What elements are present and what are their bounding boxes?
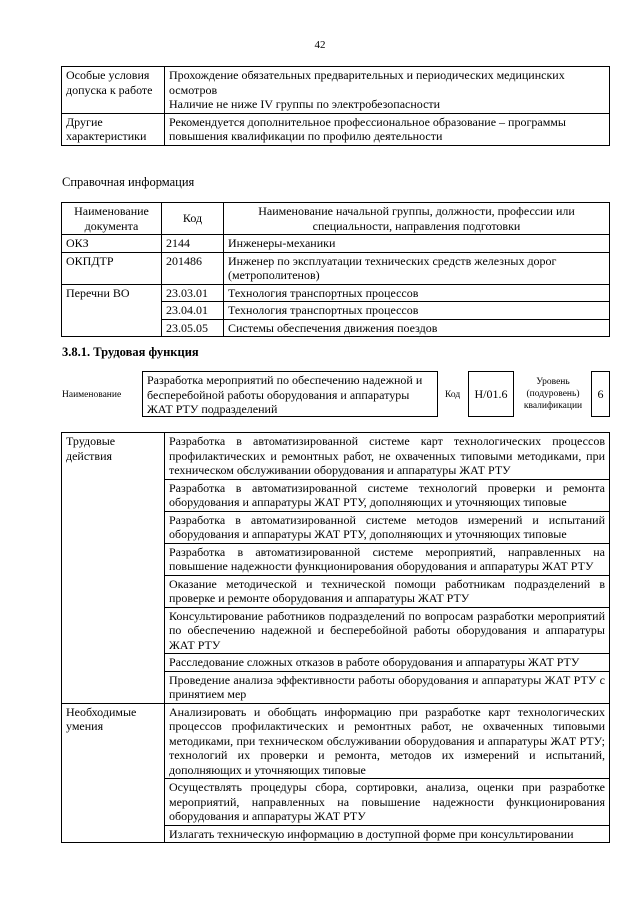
function-name-box: Разработка мероприятий по обеспечению надежной и бесперебойной работы оборудования и аппаратуры ЖАТ РТУ подразделений [142, 371, 438, 417]
table-row [62, 284, 610, 302]
cell-doc: Перечни ВО [62, 284, 162, 337]
table-row [62, 703, 610, 779]
page-number: 42 [314, 39, 326, 51]
row-line: Прохождение обязательных предварительных и периодических медицинских осмотров [169, 68, 565, 97]
ref-table [61, 202, 610, 337]
top-table [61, 66, 610, 146]
action-item: Расследование сложных отказов в работе оборудования и аппаратуры ЖАТ РТУ [165, 654, 610, 672]
skill-item: Излагать техническую информацию в доступной форме при консультировании [165, 825, 610, 843]
function-code-box: H/01.6 [468, 371, 514, 417]
cell-code: 201486 [162, 252, 224, 284]
cell-code: 2144 [162, 235, 224, 253]
row-label: Особые условия допуска к работе [62, 67, 165, 114]
action-item: Проведение анализа эффективности работы оборудования и аппаратуры ЖАТ РТУ с принятием мер [165, 671, 610, 703]
cell-name: Технология транспортных процессов [224, 284, 610, 302]
ref-title: Справочная информация [62, 175, 195, 189]
cell-code: 23.03.01 [162, 284, 224, 302]
cell-code: 23.05.05 [162, 319, 224, 337]
section-heading: 3.8.1. Трудовая функция [62, 345, 199, 359]
table-row [62, 67, 610, 114]
action-item: Разработка в автоматизированной системе методов измерений и испытаний оборудования и аппаратуры ЖАТ РТУ, дополняющих и уточняющих типовые [165, 511, 610, 543]
action-item: Разработка в автоматизированной системе мероприятий, направленных на повышение надежности функционирования оборудования и аппаратуры ЖАТ РТУ [165, 543, 610, 575]
cell-code: 23.04.01 [162, 302, 224, 320]
cell-doc: ОКЗ [62, 235, 162, 253]
action-item: Разработка в автоматизированной системе технологий проверки и ремонта оборудования и аппаратуры ЖАТ РТУ, дополняющих и уточняющих типовые [165, 479, 610, 511]
table-row [62, 252, 610, 284]
table-row [62, 113, 610, 145]
cell-name: Системы обеспечения движения поездов [224, 319, 610, 337]
header-name: Наименование начальной группы, должности, профессии или специальности, направления подготовки [224, 203, 610, 235]
cell-name: Инженер по эксплуатации технических средств железных дорог (метрополитенов) [224, 252, 610, 284]
cell-name: Инженеры-механики [224, 235, 610, 253]
row-label: Другие характеристики [62, 113, 165, 145]
table-row [62, 433, 610, 480]
action-item: Оказание методической и технической помощи работникам подразделений в проверке и ремонте оборудования и аппаратуры ЖАТ РТУ [165, 575, 610, 607]
row-line: Наличие не ниже IV группы по электробезопасности [169, 97, 441, 111]
function-name-label: Наименование [62, 390, 122, 400]
header-code: Код [162, 203, 224, 235]
function-level-box: 6 [591, 371, 610, 417]
skill-item: Анализировать и обобщать информацию при разработке карт технологических процессов профилактических и ремонтных работ, не охваченных типовыми методиками, при техническом обслуживании оборудования и аппаратуры ЖАТ РТУ; технологий их проверки и ремонта, методов их измерений и испытаний, дополняющих и уточняющих типовые [165, 703, 610, 779]
row-content [165, 67, 610, 114]
actions-label: Трудовые действия [62, 433, 165, 704]
action-item: Консультирование работников подразделений по вопросам разработки мероприятий по обеспечению надежной и бесперебойной работы оборудования и аппаратуры ЖАТ РТУ [165, 607, 610, 654]
cell-name: Технология транспортных процессов [224, 302, 610, 320]
function-level-label: Уровень (подуровень) квалификации [523, 377, 583, 411]
header-doc: Наименование документа [62, 203, 162, 235]
table-row [62, 235, 610, 253]
skill-item: Осуществлять процедуры сбора, сортировки, анализа, оценки при разработке мероприятий, направленных на повышение надежности функционирования оборудования и аппаратуры ЖАТ РТУ [165, 779, 610, 826]
function-code-label: Код [445, 390, 461, 400]
action-item: Разработка в автоматизированной системе карт технологических процессов профилактических и ремонтных работ, не охваченных типовыми методиками, при техническом обслуживании оборудования и аппаратуры ЖАТ РТУ [165, 433, 610, 480]
skills-label: Необходимые умения [62, 703, 165, 843]
row-content: Рекомендуется дополнительное профессиональное образование – программы повышения квалификации по профилю деятельности [165, 113, 610, 145]
function-table [61, 432, 610, 843]
ref-header-row [62, 203, 610, 235]
cell-doc: ОКПДТР [62, 252, 162, 284]
